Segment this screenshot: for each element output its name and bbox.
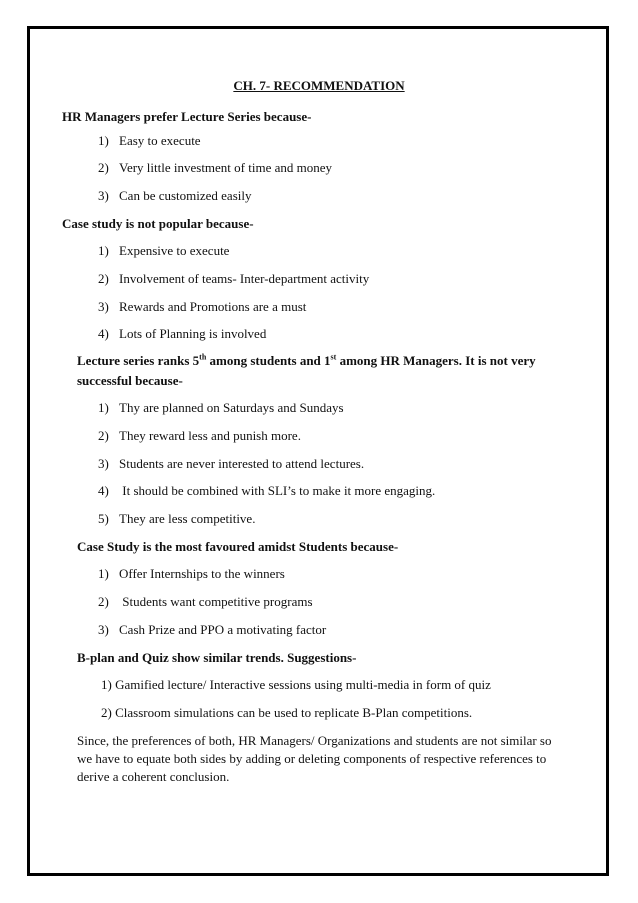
section-heading-case-study: Case study is not popular because- <box>62 216 254 231</box>
list-item: 5) They are less competitive. <box>98 511 256 526</box>
list-item: 4) Lots of Planning is involved <box>98 326 267 341</box>
list-item: 2) They reward less and punish more. <box>98 428 301 443</box>
conclusion-line: Since, the preferences of both, HR Managers/ Organizations and students are not similar so <box>77 733 552 748</box>
section-heading-bplan-quiz: B-plan and Quiz show similar trends. Suggestions- <box>77 650 357 665</box>
section-heading-lecture-ranks-line2: successful because- <box>77 373 183 388</box>
conclusion-line: derive a coherent conclusion. <box>77 769 230 784</box>
section-heading-case-study-favoured: Case Study is the most favoured amidst Students because- <box>77 539 399 554</box>
list-item: 1) Gamified lecture/ Interactive sessions using multi-media in form of quiz <box>101 677 491 692</box>
list-item: 4) It should be combined with SLI’s to make it more engaging. <box>98 483 436 498</box>
list-item: 2) Classroom simulations can be used to replicate B-Plan competitions. <box>101 705 473 720</box>
list-item: 2) Very little investment of time and money <box>98 160 333 175</box>
page-title: CH. 7- RECOMMENDATION <box>233 78 405 93</box>
list-item: 3) Students are never interested to attend lectures. <box>98 456 365 471</box>
list-item: 3) Can be customized easily <box>98 188 252 203</box>
conclusion-line: we have to equate both sides by adding or deleting components of respective references to <box>77 751 547 766</box>
list-item: 2) Students want competitive programs <box>98 594 313 609</box>
section-heading-lecture-series: HR Managers prefer Lecture Series because- <box>62 109 312 124</box>
list-item: 1) Thy are planned on Saturdays and Sundays <box>98 400 344 415</box>
list-item: 3) Rewards and Promotions are a must <box>98 299 307 314</box>
list-item: 1) Offer Internships to the winners <box>98 566 285 581</box>
list-item: 1) Easy to execute <box>98 133 201 148</box>
section-heading-lecture-ranks: Lecture series ranks 5th among students and 1st among HR Managers. It is not very <box>77 352 536 368</box>
list-item: 3) Cash Prize and PPO a motivating factor <box>98 622 327 637</box>
list-item: 1) Expensive to execute <box>98 243 230 258</box>
list-item: 2) Involvement of teams- Inter-department activity <box>98 271 370 286</box>
